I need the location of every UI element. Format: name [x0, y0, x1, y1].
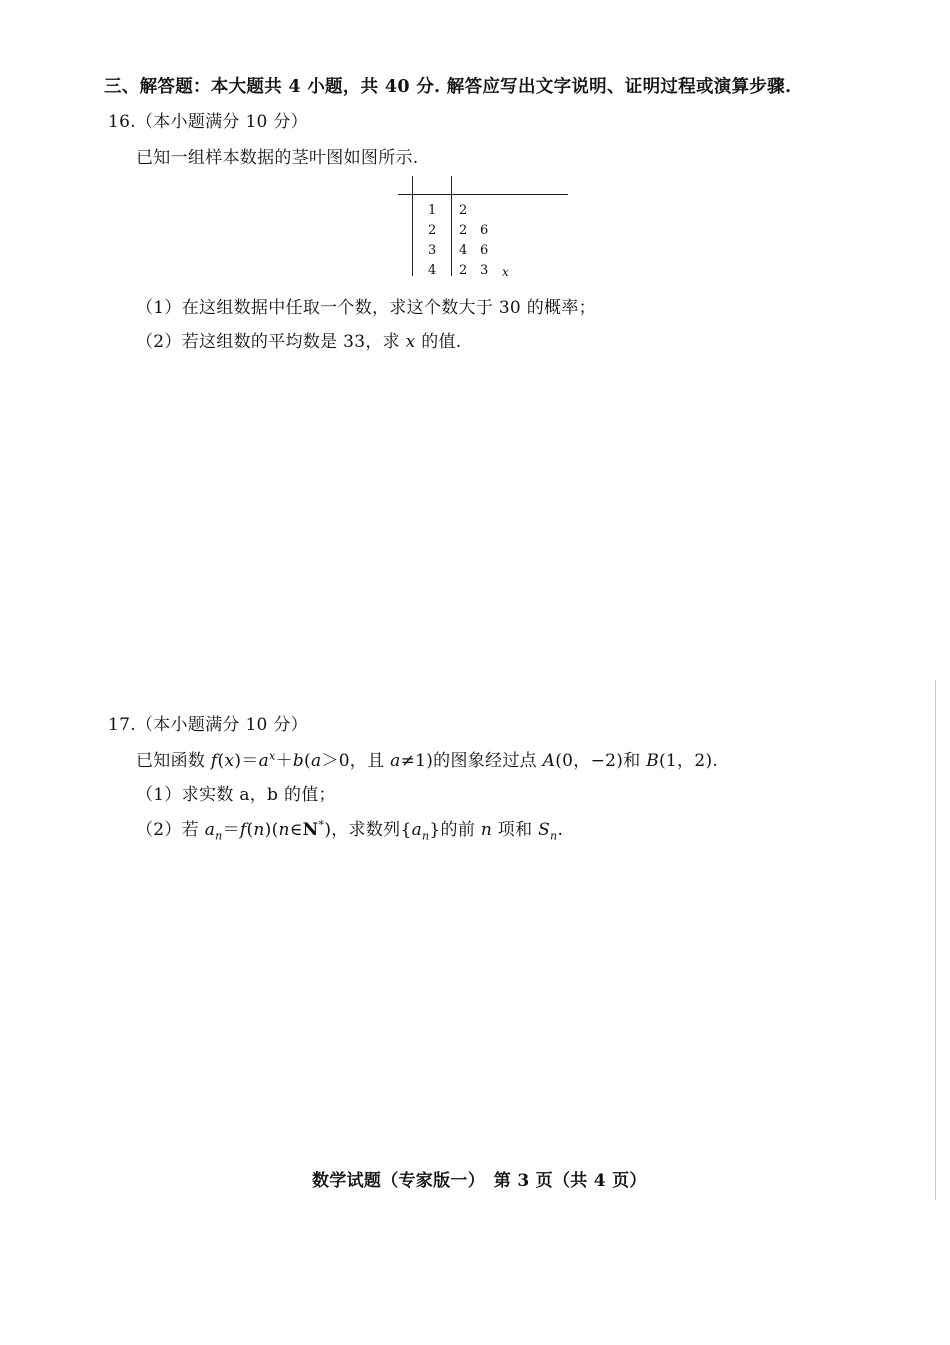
- q17-part2: （2）若 $a_n=f(n)(n\in N^*)$，求数列$\{a_n\}$的前 n 项和 $S_n$.: [136, 818, 564, 843]
- q16-part2: [136, 327, 462, 352]
- q16-part1: （1）在这组数据中任取一个数，求这个数大于 30 的概率；: [136, 298, 596, 318]
- q16-title: 16.（本小题满分 10 分）: [108, 112, 308, 132]
- stem-value: 2: [428, 223, 437, 238]
- q16-stem: 已知一组样本数据的茎叶图如图所示.: [136, 148, 419, 168]
- page-footer: 数学试题（专家版一） 第 3 页（共 4 页）: [312, 1171, 647, 1191]
- leaf-value: 6: [480, 223, 489, 238]
- stem-leaf-row: [398, 223, 570, 243]
- leaf-value: 6: [480, 243, 489, 258]
- q16-part2-var: x: [405, 332, 416, 352]
- q17-title: 17.（本小题满分 10 分）: [108, 715, 308, 735]
- leaf-value: 2: [459, 223, 468, 238]
- stem-leaf-header-line: [398, 194, 568, 195]
- leaf-value: 2: [459, 203, 468, 218]
- section-heading: 三、解答题：本大题共 4 小题，共 40 分. 解答应写出文字说明、证明过程或演算步骤.: [104, 77, 792, 97]
- leaf-value: 3: [480, 263, 489, 278]
- stem-leaf-row: [398, 263, 570, 283]
- scan-edge-line: [935, 680, 936, 1200]
- leaf-value: 4: [459, 243, 468, 258]
- q16-part2-post: 的值.: [415, 332, 462, 352]
- q17-stem: 已知函数 $f(x)=a^x+b(a>0$，且 a≠1)的图象经过点 A(0，−2)和 B(1，2).: [136, 749, 719, 771]
- q17-part1: （1）求实数 a，b 的值；: [136, 785, 336, 805]
- stem-value: 1: [428, 203, 437, 218]
- leaf-unknown-x: x: [502, 265, 509, 279]
- stem-value: 3: [428, 243, 437, 258]
- leaf-value: 2: [459, 263, 468, 278]
- stem-value: 4: [428, 263, 437, 278]
- stem-leaf-plot: [398, 174, 570, 278]
- stem-leaf-row: [398, 243, 570, 263]
- q16-part2-pre: （2）若这组数的平均数是 33，求: [136, 332, 406, 352]
- stem-leaf-row: [398, 203, 570, 223]
